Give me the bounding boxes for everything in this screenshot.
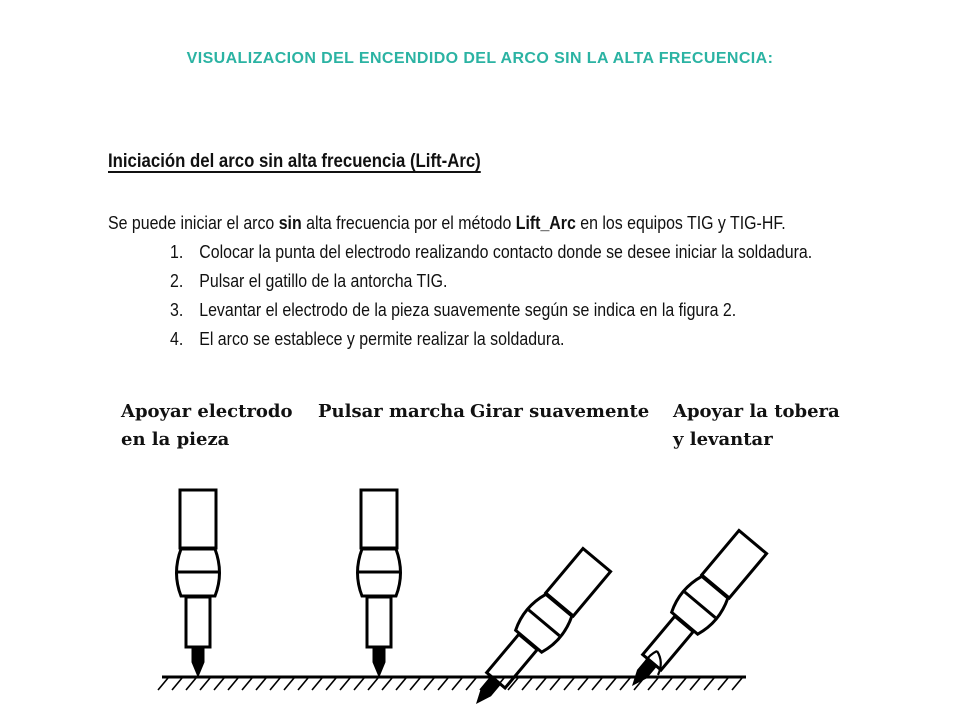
hatch-line [676, 678, 686, 690]
torch-stage-3 [462, 546, 613, 715]
stage4-label-line2: y levantar [673, 429, 773, 450]
stage2-label: Pulsar marcha [318, 401, 465, 422]
hatch-line [550, 678, 560, 690]
step-text: Colocar la punta del electrodo realizando contacto donde se desee iniciar la soldadura. [199, 241, 813, 262]
intro-bold-1: sin [278, 212, 302, 233]
hatch-line [228, 678, 238, 690]
step-number: 4. [170, 328, 184, 349]
intro-text-3: en los equipos TIG y TIG-HF. [575, 212, 786, 233]
hatch-line [410, 678, 420, 690]
hatch-line [158, 678, 168, 690]
hatch-line [452, 678, 462, 690]
slide-title: VISUALIZACION DEL ENCENDIDO DEL ARCO SIN LA ALTA FRECUENCIA: [186, 50, 774, 67]
hatch-line [284, 678, 294, 690]
hatch-line [732, 678, 742, 690]
step-text: El arco se establece y permite realizar la soldadura. [199, 328, 565, 349]
hatch-line [172, 678, 182, 690]
workpiece [158, 677, 746, 690]
hatch-line [536, 678, 546, 690]
stage4-label-line1: Apoyar la tobera [673, 401, 840, 422]
hatch-line [340, 678, 350, 690]
hatch-line [662, 678, 672, 690]
stage1-label-line1: Apoyar electrodo [121, 401, 293, 422]
hatch-line [466, 678, 476, 690]
hatch-line [718, 678, 728, 690]
hatch-line [648, 678, 658, 690]
hatch-line [620, 678, 630, 690]
hatch-line [354, 678, 364, 690]
hatch-line [242, 678, 252, 690]
hatch-line [438, 678, 448, 690]
hatch-line [592, 678, 602, 690]
step-number: 2. [170, 270, 184, 291]
intro-text-1: Se puede iniciar el arco [108, 212, 279, 233]
hatch-line [382, 678, 392, 690]
hatch-line [368, 678, 378, 690]
torch-stage-4 [618, 528, 769, 697]
hatch-line [298, 678, 308, 690]
stage3-label: Girar suavemente [470, 401, 650, 422]
step-text: Pulsar el gatillo de la antorcha TIG. [199, 270, 448, 291]
intro-text-2: alta frecuencia por el método [301, 212, 516, 233]
torch-stage-2 [358, 490, 401, 674]
hatch-line [326, 678, 336, 690]
torch-stage-1 [177, 490, 220, 674]
hatch-line [186, 678, 196, 690]
step-text: Levantar el electrodo de la pieza suavemente según se indica en la figura 2. [199, 299, 737, 320]
hatch-line [256, 678, 266, 690]
hatch-line [704, 678, 714, 690]
hatch-line [564, 678, 574, 690]
hatch-line [214, 678, 224, 690]
step-number: 3. [170, 299, 184, 320]
stage1-label-line2: en la pieza [121, 429, 230, 450]
hatch-line [578, 678, 588, 690]
hatch-line [270, 678, 280, 690]
intro-bold-2: Lift_Arc [515, 212, 576, 233]
hatch-line [424, 678, 434, 690]
hatch-line [396, 678, 406, 690]
hatch-line [522, 678, 532, 690]
hatch-line [200, 678, 210, 690]
document-heading: Iniciación del arco sin alta frecuencia (Lift-Arc) [108, 150, 481, 172]
hatch-line [312, 678, 322, 690]
hatch-line [690, 678, 700, 690]
step-number: 1. [170, 241, 184, 262]
hatch-line [606, 678, 616, 690]
